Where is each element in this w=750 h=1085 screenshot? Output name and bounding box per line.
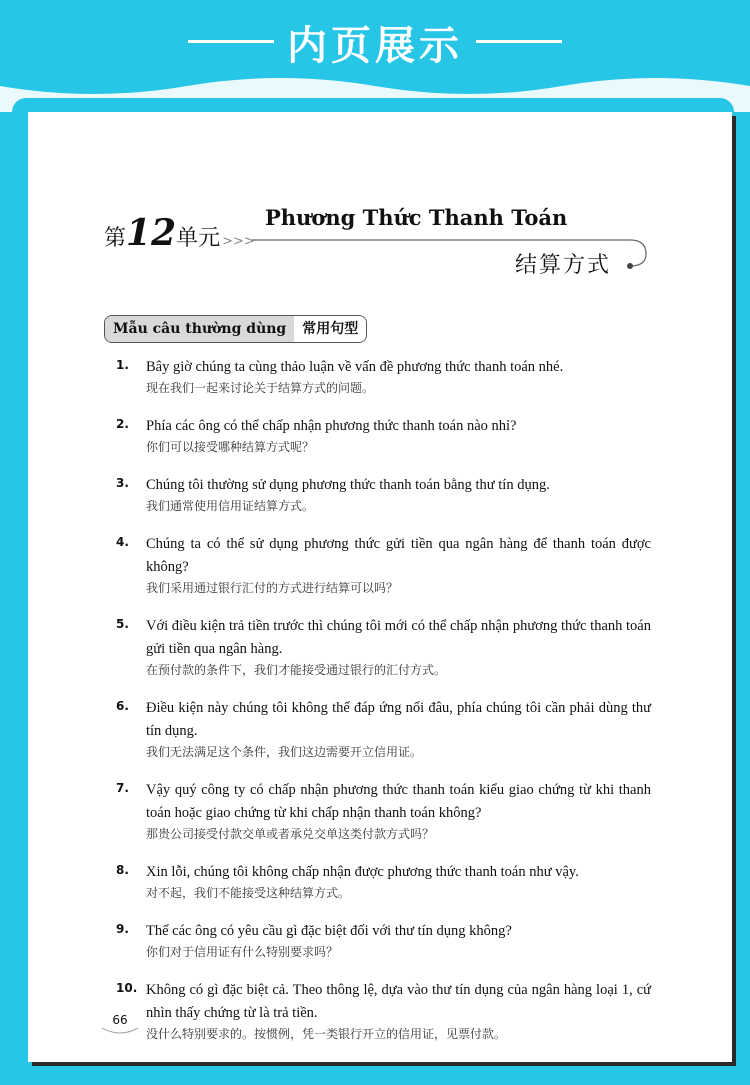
sentence-vietnamese: Không có gì đặc biệt cả. Theo thông lệ, dựa vào thư tín dụng của ngân hàng loại 1, cứ nhìn thấy chứng từ là trả tiền.: [146, 982, 651, 1021]
sentence-item: [116, 861, 651, 903]
sentence-list: [116, 356, 651, 1061]
chapter-title-vietnamese: Phương Thức Thanh Toán: [265, 205, 568, 230]
sentence-vietnamese: Bây giờ chúng ta cùng thảo luận về vấn đề phương thức thanh toán nhé.: [146, 359, 564, 375]
sentence-vietnamese: Với điều kiện trả tiền trước thì chúng tôi mới có thể chấp nhận phương thức thanh toán gửi tiền qua ngân hàng.: [146, 618, 651, 657]
sentence-item: [116, 474, 651, 516]
sentence-chinese: 我们采用通过银行汇付的方式进行结算可以吗？: [146, 581, 399, 595]
sentence-chinese: 没什么特别要求的。按惯例，凭一类银行开立的信用证，见票付款。: [146, 1027, 507, 1041]
banner-title: 内页展示: [287, 23, 463, 69]
sentence-chinese: 你们可以接受哪种结算方式呢？: [146, 440, 315, 454]
sentence-chinese: 你们对于信用证有什么特别要求吗？: [146, 945, 339, 959]
section-heading: [104, 315, 367, 343]
sentence-vietnamese: Xin lỗi, chúng tôi không chấp nhận được phương thức thanh toán như vậy.: [146, 864, 579, 880]
sentence-number: 2.: [116, 417, 129, 431]
sentence-vietnamese: Chúng tôi thường sử dụng phương thức thanh toán bằng thư tín dụng.: [146, 477, 550, 493]
unit-label: [104, 212, 255, 254]
sentence-number: 6.: [116, 699, 129, 713]
sentence-chinese: 现在我们一起来讨论关于结算方式的问题。: [146, 381, 375, 395]
sentence-item: [116, 979, 651, 1044]
chapter-title-chinese: 结算方式: [515, 253, 612, 278]
sentence-chinese: 我们无法满足这个条件，我们这边需要开立信用证。: [146, 745, 423, 759]
sentence-chinese: 对不起，我们不能接受这种结算方式。: [146, 886, 351, 900]
sentence-item: [116, 356, 651, 398]
banner-line-right: [476, 40, 562, 43]
page-number: 66: [112, 1013, 128, 1027]
sentence-item: [116, 697, 651, 762]
sentence-chinese: 在预付款的条件下，我们才能接受通过银行的汇付方式。: [146, 663, 447, 677]
sentence-number: 5.: [116, 617, 129, 631]
sentence-number: 10.: [116, 981, 138, 995]
sentence-number: 4.: [116, 535, 129, 549]
sentence-chinese: 那贵公司接受付款交单或者承兑交单这类付款方式吗？: [146, 827, 435, 841]
sentence-vietnamese: Vậy quý công ty có chấp nhận phương thức thanh toán kiểu giao chứng từ khi thanh toán hoặc giao chứng từ khi chấp nhận thanh toán không?: [146, 782, 651, 821]
unit-number: 12: [126, 212, 177, 254]
sentence-item: [116, 615, 651, 680]
sentence-item: [116, 920, 651, 962]
section-heading-chinese: 常用句型: [294, 316, 366, 342]
sentence-chinese: 我们通常使用信用证结算方式。: [146, 499, 315, 513]
unit-suffix: 单元: [176, 226, 221, 251]
sentence-vietnamese: Điều kiện này chúng tôi không thể đáp ứng nổi đâu, phía chúng tôi cần phải dùng thư tín dụng.: [146, 700, 651, 739]
sentence-number: 8.: [116, 863, 129, 877]
unit-prefix: 第: [104, 226, 127, 251]
sentence-item: [116, 779, 651, 844]
sentence-number: 7.: [116, 781, 129, 795]
sentence-number: 3.: [116, 476, 129, 490]
sentence-item: [116, 533, 651, 598]
unit-arrows: >>>: [222, 234, 255, 249]
sentence-number: 9.: [116, 922, 129, 936]
sentence-number: 1.: [116, 358, 129, 372]
sentence-vietnamese: Thế các ông có yêu cầu gì đặc biệt đối với thư tín dụng không?: [146, 923, 512, 939]
sentence-vietnamese: Phía các ông có thể chấp nhận phương thức thanh toán nào nhỉ?: [146, 418, 517, 434]
sentence-vietnamese: Chúng ta có thể sử dụng phương thức gửi tiền qua ngân hàng để thanh toán được không?: [146, 536, 651, 575]
sentence-item: [116, 415, 651, 457]
section-heading-vietnamese: Mẫu câu thường dùng: [105, 316, 294, 342]
